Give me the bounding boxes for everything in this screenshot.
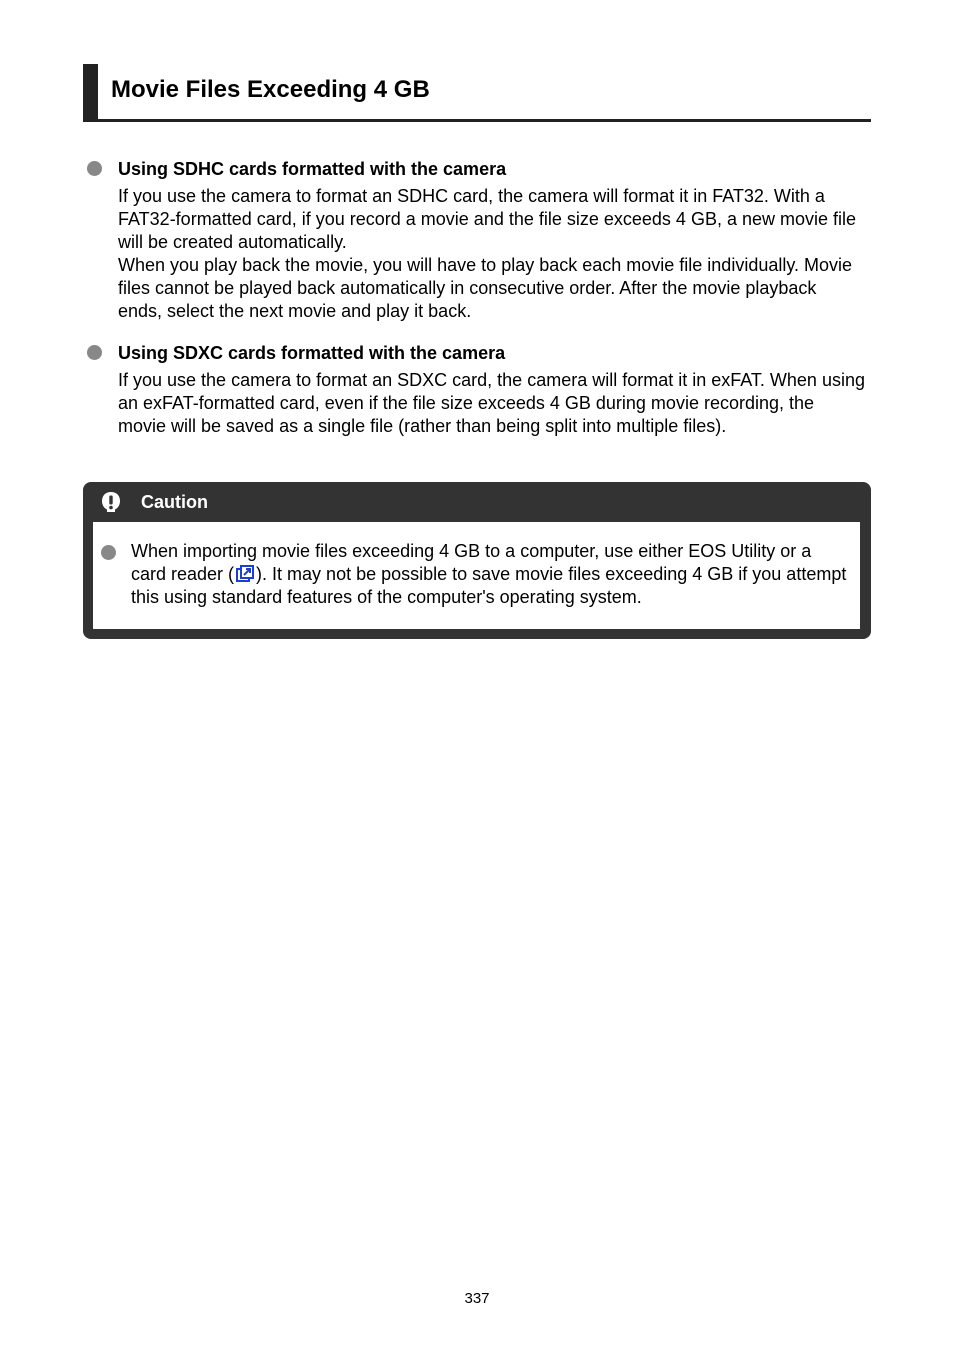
sdhc-paragraph-1: If you use the camera to format an SDHC card, the camera will format it in FAT32. With a FAT32-formatted card, if you record a movie and the file size exceeds 4 GB, a new movie file will be created automatically. — [118, 186, 857, 252]
sdxc-section — [85, 342, 865, 438]
sdxc-paragraph-1: If you use the camera to format an SDXC card, the camera will format it in exFAT. When using an exFAT-formatted card, even if the file size exceeds 4 GB during movie recording, the movie will be saved as a single file (rather than being split into multiple files). — [118, 370, 865, 436]
caution-text-part-2: ). It may not be possible to save movie files exceeding 4 GB if you attempt this using standard features of the computer's operating system. — [131, 564, 847, 607]
caution-box — [83, 482, 871, 639]
sdhc-section-title: Using SDHC cards formatted with the camera — [118, 159, 507, 179]
bullet-icon — [87, 161, 102, 176]
caution-title: Caution — [141, 492, 208, 512]
caution-text-part-1: When importing movie files exceeding 4 GB to a computer, use either EOS Utility or a card reader ( — [131, 541, 812, 584]
page-reference-icon[interactable] — [236, 565, 254, 583]
sdhc-section — [85, 158, 865, 323]
sdhc-paragraph-2: When you play back the movie, you will have to play back each movie file individually. Movie files cannot be played back automatically in consecutive order. After the movie playback ends, select the next movie and play it back. — [118, 255, 853, 321]
caution-body — [93, 522, 860, 629]
page-title: Movie Files Exceeding 4 GB — [111, 76, 430, 103]
bullet-icon — [87, 345, 102, 360]
caution-text — [131, 540, 851, 609]
section-heading — [83, 64, 871, 122]
page-number: 337 — [464, 1290, 490, 1307]
caution-header — [83, 482, 871, 522]
heading-accent-bar — [83, 64, 98, 122]
sdxc-section-title: Using SDXC cards formatted with the camera — [118, 343, 506, 363]
bullet-icon — [101, 545, 116, 560]
caution-icon — [100, 491, 122, 513]
